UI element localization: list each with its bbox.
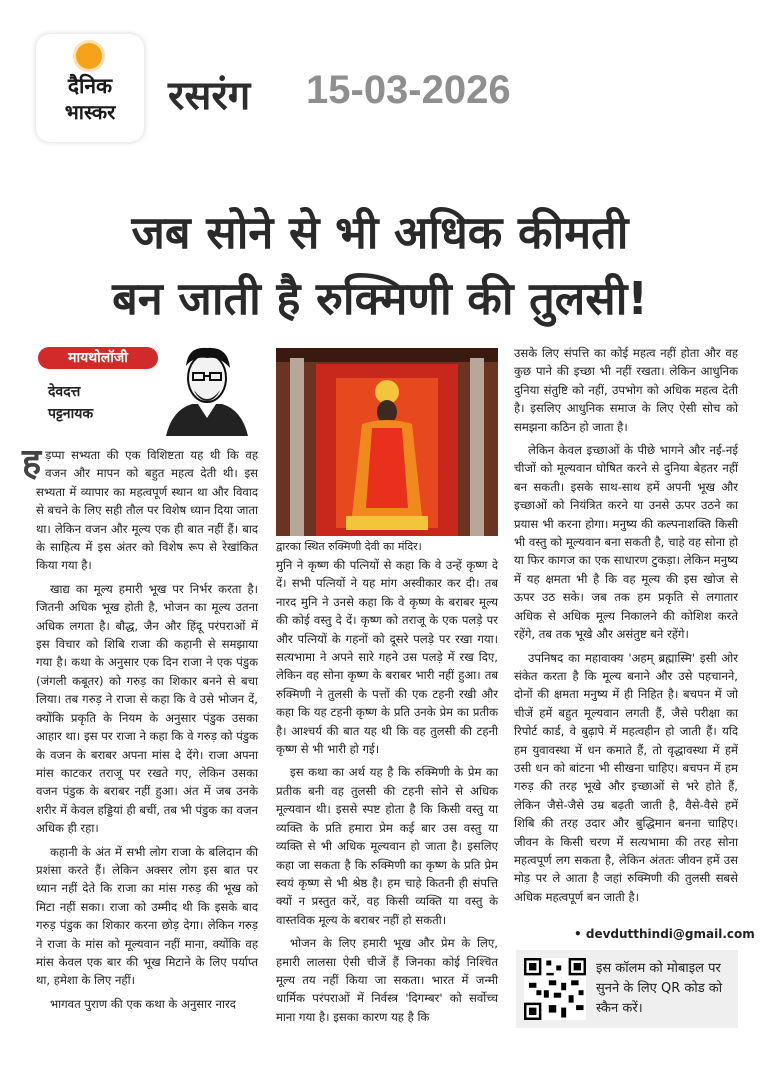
section-name: रसरंग [168,73,251,119]
author-name-line2: पट्टनायक [48,406,94,422]
paragraph: उसके लिए संपत्ति का कोई महत्व नहीं होता और वह कुछ पाने की इच्छा भी नहीं रखता। लेकिन आधुनिक दुनिया संतुष्टि को नहीं, उपभोग को अधिक महत्व देती है। इसलिए आधुनिक समाज के लिए ऐसी सोच को समझना कठिन हो जाता है। [514,346,738,434]
qr-promo-line1: इस कॉलम को मोबाइल पर [596,961,721,976]
logo-text-line2: भास्कर [64,100,116,124]
photo-caption: द्वारका स्थित रुक्मिणी देवी का मंदिर। [276,540,422,553]
paragraph: ड़प्पा सभ्यता की एक विशिष्टता यह थी कि वह वजन और मापन को बहुत महत्व देती थी। इस सभ्यता में व्यापार का महत्वपूर्ण स्थान था और विवाद से बचने के लिए सही तौल पर विशेष ध्यान दिया जाता था। लेकिन वजन और मूल्य एक ही बात नहीं हैं। बाद के साहित्य में इस अंतर को विशेष रूप से रेखांकित किया गया है। [36,448,258,573]
author-email[interactable]: • devdutthindi@gmail.com [574,927,755,941]
sun-icon [76,43,102,69]
paragraph: उपनिषद का महावाक्य 'अहम् ब्रह्मास्मि' इसी ओर संकेत करता है कि मूल्य बनाने और उसे पहचानने, दोनों की क्षमता मनुष्य में ही निहित है। बचपन में जो चीजें हमें बहुत मूल्यवान लगती हैं, जैसे परीक्षा का रिपोर्ट कार्ड, वे बुढ़ापे में महत्वहीन हो जाती हैं। यदि हम युवावस्था में धन कमाते हैं, तो वृद्धावस्था में हमें उसी धन को बांटना भी सीखना चाहिए। बचपन में हम गरुड़ की तरह भूखे और इच्छाओं से भरे होते हैं, लेकिन जैसे-जैसे उम्र बढ़ती जाती है, वैसे-वैसे हमें शिबि की तरह उदार और बुद्धिमान बनना चाहिए। जीवन के किसी चरण में सत्यभामा की तरह सोना महत्वपूर्ण लग सकता है, लेकिन अंततः जीवन हमें उस मोड़ पर ले आता है जहां रुक्मिणी की तुलसी सबसे अधिक महत्वपूर्ण बन जाती है। [514,650,738,904]
qr-promo-text [596,959,732,1019]
drop-cap: ह [22,442,42,483]
article-column-3 [514,344,738,911]
category-tag: मायथोलॉजी [38,347,158,369]
issue-date: 15-03-2026 [306,68,511,112]
headline [0,200,760,332]
article-column-2 [276,556,498,1031]
paragraph: लेकिन केवल इच्छाओं के पीछे भागने और नई-नई चीजों को मूल्यवान घोषित करने से दुनिया बेहतर नहीं बन सकती। इसके साथ-साथ हमें अपनी भूख और इच्छाओं को नियंत्रित करने या उनसे ऊपर उठने का प्रयास भी करना होगा। मनुष्य की कल्पनाशक्ति किसी भी वस्तु को मूल्यवान बना सकती है, चाहे वह सोना हो या फिर कागज का एक साधारण टुकड़ा। लेकिन मनुष्य में यह क्षमता भी है कि वह मूल्य की इस खोज से ऊपर उठ सके। जब तक हम प्रकृति से लगातार अधिक से अधिक मूल्य निकालने की कोशिश करते रहेंगे, तब तक भूखे और असंतुष्ट बने रहेंगे। [514,443,738,642]
qr-promo-line2: सुनने के लिए QR कोड को [596,981,723,996]
author-portrait [158,338,256,436]
paragraph: भागवत पुराण की एक कथा के अनुसार नारद [50,996,236,1011]
headline-line1: जब सोने से भी अधिक कीमती [131,206,629,259]
qr-code-icon[interactable] [524,958,586,1020]
newspaper-logo [36,34,144,142]
paragraph: खाद्य का मूल्य हमारी भूख पर निर्भर करता है। जितनी अधिक भूख होती है, भोजन का मूल्य उतना अधिक लगता है। बौद्ध, जैन और हिंदू परंपराओं में इस विचार को शिबि राजा की कहानी से समझाया गया है। कथा के अनुसार एक दिन राजा ने एक पंडुक (जंगली कबूतर) को गरुड़ का शिकार बनने से बचा लिया। तब गरुड़ ने राजा से कहा कि वे उसे भोजन दें, क्योंकि प्रकृति के नियम के अनुसार पंडुक उसका आहार था। इस पर राजा ने कहा कि वे गरुड़ को पंडुक के वजन के बराबर अपना मांस दे देंगे। राजा अपना मांस काटकर तराजू पर रखते गए, लेकिन उसका वजन पंडुक के बराबर नहीं हुआ। अंत में जब उनके शरीर में केवल हड्डियां ही बचीं, तब भी पंडुक का वजन अधिक ही रहा। [36,581,258,836]
paragraph: मुनि ने कृष्ण की पत्नियों से कहा कि वे उन्हें कृष्ण दे दें। सभी पत्नियों ने यह मांग अस्वीकार कर दी। तब नारद मुनि ने उनसे कहा कि वे कृष्ण के बराबर मूल्य की कोई वस्तु दे दें। कृष्ण को तराजू के एक पलड़े पर और पत्नियों के गहनों को दूसरे पलड़े पर रखा गया। सत्यभामा ने अपने सारे गहने उस पलड़े में रख दिए, लेकिन वह सोना कृष्ण के बराबर भारी नहीं हुआ। तब रुक्मिणी ने तुलसी के पत्तों की एक टहनी रखी और कहा कि यह टहनी कृष्ण के प्रति उनके प्रेम का प्रतीक है। आश्चर्य की बात यह थी कि वह तुलसी की टहनी कृष्ण से भी भारी हो गई। [276,558,498,757]
qr-promo-line3: स्कैन करें। [596,1001,643,1016]
headline-line2: बन जाती है रुक्मिणी की तुलसी! [112,272,648,325]
author-name [48,381,93,425]
logo-text-line1: दैनिक [67,74,113,98]
article-column-1 [22,442,258,1018]
paragraph: कहानी के अंत में सभी लोग राजा के बलिदान की प्रशंसा करते हैं। लेकिन अक्सर लोग इस बात पर ध्यान नहीं देते कि राजा का मांस गरुड़ की भूख को मिटा नहीं सका। राजा को उम्मीद थी कि इसके बाद गरुड़ पंडुक का शिकार करना छोड़ देगा। लेकिन गरुड़ ने राजा के मांस को मूल्यवान नहीं माना, क्योंकि वह मांस केवल एक बार की भूख मिटाने के लिए पर्याप्त था, हमेशा के लिए नहीं। [36,844,258,988]
temple-deity-illustration [276,348,498,536]
author-name-line1: देवदत्त [48,384,81,400]
paragraph: इस कथा का अर्थ यह है कि रुक्मिणी के प्रेम का प्रतीक बनी वह तुलसी की टहनी सोने से अधिक मूल्यवान थी। इससे स्पष्ट होता है कि किसी वस्तु या व्यक्ति के प्रति हमारा प्रेम कई बार उस वस्तु या व्यक्ति से भी अधिक मूल्यवान हो जाता है। इसलिए कहा जा सकता है कि रुक्मिणी का कृष्ण के प्रति प्रेम स्वयं कृष्ण से भी श्रेष्ठ है। हम चाहे कितनी ही संपत्ति क्यों न प्रस्तुत करें, वह किसी व्यक्ति या वस्तु के वास्तविक मूल्य के बराबर नहीं हो सकती। [276,765,498,927]
temple-photo [276,348,498,536]
paragraph: भोजन के लिए हमारी भूख और प्रेम के लिए, हमारी लालसा ऐसी चीजें हैं जिनका कोई निश्चित मूल्य तय नहीं किया जा सकता। भारत में जन्मी धार्मिक परंपराओं में निर्वस्त्र 'दिगम्बर' को सर्वोच्च माना गया है। इसका कारण यह है कि [276,936,498,1024]
qr-promo-box [516,950,738,1028]
